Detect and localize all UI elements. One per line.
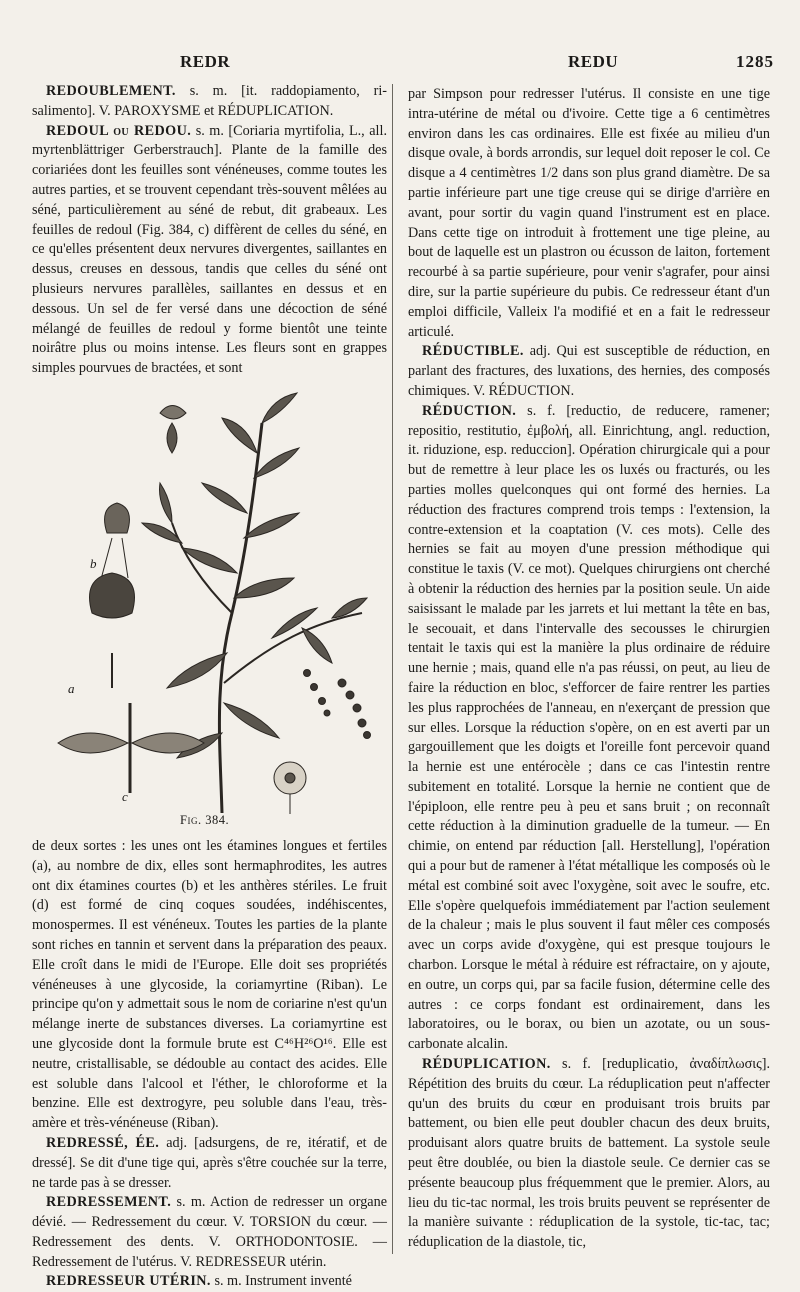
entry-redresse xyxy=(32,1134,387,1193)
entry-reduction xyxy=(408,402,770,1055)
entry-body: adj. Qui est susceptible de réduction, en parlant des fractures, des luxations, des hernies, des composés chimiques. V. RÉDUCTION. xyxy=(408,343,770,399)
left-column xyxy=(32,82,387,1292)
column-divider xyxy=(392,84,393,1254)
headword: RÉDUCTIBLE. xyxy=(422,343,524,360)
headword: RÉDUCTION. xyxy=(422,402,517,419)
page-number: 1285 xyxy=(736,52,774,71)
entry-body: adj. [adsurgens, de re, itératif, et de dressé]. Se dit d'une tige qui, après s'être couchée sur la terre, ne tarde pas à se dresser. xyxy=(32,1134,387,1191)
headword: REDOUL ou REDOU. xyxy=(46,122,192,139)
figure-label-c: c xyxy=(122,788,128,804)
entry-reductible xyxy=(408,342,770,401)
entry-body: s. f. [reduplicatio, ἀναδίπλωσις]. Répétition des bruits du cœur. La réduplication peut n'affecter qu'un des bruits du cœur en produisant trois bruits par battement, ou bien elle peut doubler chacun des deux bruits, produisant alors quatre bruits de battement. La systole seule peut être doublée, ou bien la diastole seule. Ce dernier cas se présente beaucoup plus fréquemment que le premier. Alors, au lieu du tic-tac normal, les trois bruits peuvent se représenter de la manière suivante : réduplication de la systole, tic-tac, tac; réduplication de la diastole, tic, xyxy=(408,1056,770,1251)
entry-body: par Simpson pour redresser l'utérus. Il consiste en une tige intra-utérine de métal ou d'ivoire. Cette tige a 6 centimètres environ dans les cas ordinaires. Elle est fixée au milieu d'un disque ovale, à bords arrondis, sur lequel doit reposer le col. Ce disque a 4 centimètres 1/2 dans son plus grand diamètre. De sa partie inférieure part une tige creuse qui se dirige d'arrière en avant, pour sortir du vagin quand l'instrument est en place. Dans cette tige on introduit à frottement une tige pleine, au bout de laquelle est un plastron ou écusson de laiton, fortement recourbé à sa partie supérieure, pour venir s'agrafer, pour ainsi dire, sur la partie supérieure du pubis. Ce redresseur étant d'un emploi difficile, Valleix l'a modifié et en a fait le redresseur articulé. xyxy=(408,86,770,340)
entry-redressement xyxy=(32,1193,387,1272)
running-head-left: REDR xyxy=(180,52,231,71)
entry-redresseur-uterin xyxy=(32,1272,387,1292)
botanical-figure xyxy=(32,383,387,829)
headword: REDRESSEMENT. xyxy=(46,1194,172,1211)
entry-reduplication xyxy=(408,1055,770,1253)
figure-caption: Fig. 384. xyxy=(180,813,230,828)
entry-body: s. m. [it. raddopiamento, ri-salimento]. V. PAROXYSME et RÉDUPLICATION. xyxy=(32,83,387,119)
entry-body: de deux sortes : les unes ont les étamines longues et fertiles (a), au nombre de dix, elles sont hermaphrodites, les autres ont dix étamines courtes (b) et les anthères stériles. Le fruit (d) est formé de cinq coques soudées, indéhiscentes, monospermes. Il est vénéneux. Toutes les parties de la plante sont riches en tannin et servent dans la préparation des peaux. Elle croît dans le midi de l'Europe. Elle doit ses propriétés vénéneuses à une glycoside, la coriamyrtine (Riban). Le principe qu'on y admettait sous le nom de coriarine n'est qu'un mélange inerte de substances diverses. La coriamyrtine est une glycoside dont la formule brute est C⁴⁶H²⁶O¹⁶. Elle est neutre, cristallisable, se dédouble au contact des acides. Elle est soluble dans l'alcool et l'éther, le chloroforme et la benzine. Elle est dextrogyre, peu soluble dans l'eau, très-amère et très-vénéneuse (Riban). xyxy=(32,837,387,1132)
coriaria-plant-illustration xyxy=(32,383,387,829)
entry-body: s. f. [reductio, de reducere, ramener; repositio, restitutio, ἐμβολή, all. Einrichtung, angl. reduction, it. riduzione, esp. reduccion]. Opération chirurgicale qui a pour but de remettre à leur place les os luxés ou fracturés, ou les parties molles quelconques qui ont formé des hernies. La réduction des fractures comprend trois temps : l'extension, la contre-extension et la coaptation (V. ces mots). Celle des hernies se fait au moyen d'une pression méthodique qui constitue le taxis (V. ce mot). Quelques chirurgiens ont cherché à obtenir la réduction des hernies par la position seule. Un aide saisissant le malade par les jarrets et lui mettant la tête en bas, le secouait, et dans l'intervalle des secousses le chirurgien tentait le taxis qui est la manière la plus ordinaire de réduire une hernie ; mais, quand elle n'a pas réussi, on peut, au lieu de faire la réduction en bloc, s'efforcer de faire rentrer les parties les plus rapprochées de l'anneau, en n'exerçant de pression que sur elles. Lorsque la réduction s'opère, on en est averti par un gargouillement que les doigts et l'oreille font percevoir quand la hernie est une entérocèle ; dans ce cas l'intestin rentre subitement en totalité. Lorsque la hernie ne contient que de l'épiploon, elle rentre peu à peu et sans bruit ; on reconnaît cette réduction à la diminution graduelle de la tumeur. — En chimie, on entend par réduction [all. Herstellung], l'opération qui a pour but de ramener à l'état métallique les composés où le métal est combiné soit avec l'oxygène, soit avec le soufre, etc. Elle s'opère quelquefois immédiatement par l'action seulement de la chaleur ; mais le plus souvent il faut mêler ces composés avec un corps avide d'oxygène, qui est presque toujours le charbon. Lorsque le métal à réduire est réfractaire, on y ajoute, en outre, un corps qui, par sa facile fusion, détermine celle des autres : ce corps fondant est ordinairement, dans les laboratoires, ou le borax, ou bien un azotate, ou un sous-carbonate alcalin. xyxy=(408,402,770,1053)
figure-label-b: b xyxy=(90,555,97,571)
figure-label-a: a xyxy=(68,680,75,696)
entry-redoublement xyxy=(32,82,387,122)
entry-body: s. m. Action de redresser un organe dévié. — Redressement du cœur. V. TORSION du cœur. — Redressement des dents. V. ORTHODONTOSIE. — Redressement de l'utérus. V. REDRESSEUR utérin. xyxy=(32,1194,387,1270)
entry-redoul-continued xyxy=(32,837,387,1134)
right-column xyxy=(408,85,770,1253)
running-head-right: REDU xyxy=(568,52,619,71)
entry-redresseur-continued xyxy=(408,85,770,342)
headword: REDRESSÉ, ÉE. xyxy=(46,1134,160,1151)
entry-redoul xyxy=(32,122,387,379)
headword: RÉDUPLICATION. xyxy=(422,1056,551,1073)
headword: REDOUBLEMENT. xyxy=(46,83,176,99)
headword: REDRESSEUR UTÉRIN. xyxy=(46,1273,211,1290)
entry-body: s. m. [Coriaria myrtifolia, L., all. myrtenblättriger Gerberstrauch]. Plante de la famille des coriariées dont les feuilles sont vénéneuses, comme toutes les autres parties, et se trouvent cependant très-souvent mêlées au séné, particulièrement au séné de rebut, dit grabeaux. Les feuilles de redoul (Fig. 384, c) diffèrent de celles du séné, en ce qu'elles présentent deux nervures divergentes, saillantes en dessus, creuses en dessous, tandis que celles du séné ont plusieurs nervures parallèles, saillantes en dessus et en dessous. Un sel de fer versé dans une décoction de séné mélangé de feuilles de redoul y forme bientôt une teinte noirâtre plus ou moins intense. Les fleurs sont en grappes simples pourvues de bractées, et sont xyxy=(32,122,387,377)
entry-body: s. m. Instrument inventé xyxy=(210,1273,352,1290)
